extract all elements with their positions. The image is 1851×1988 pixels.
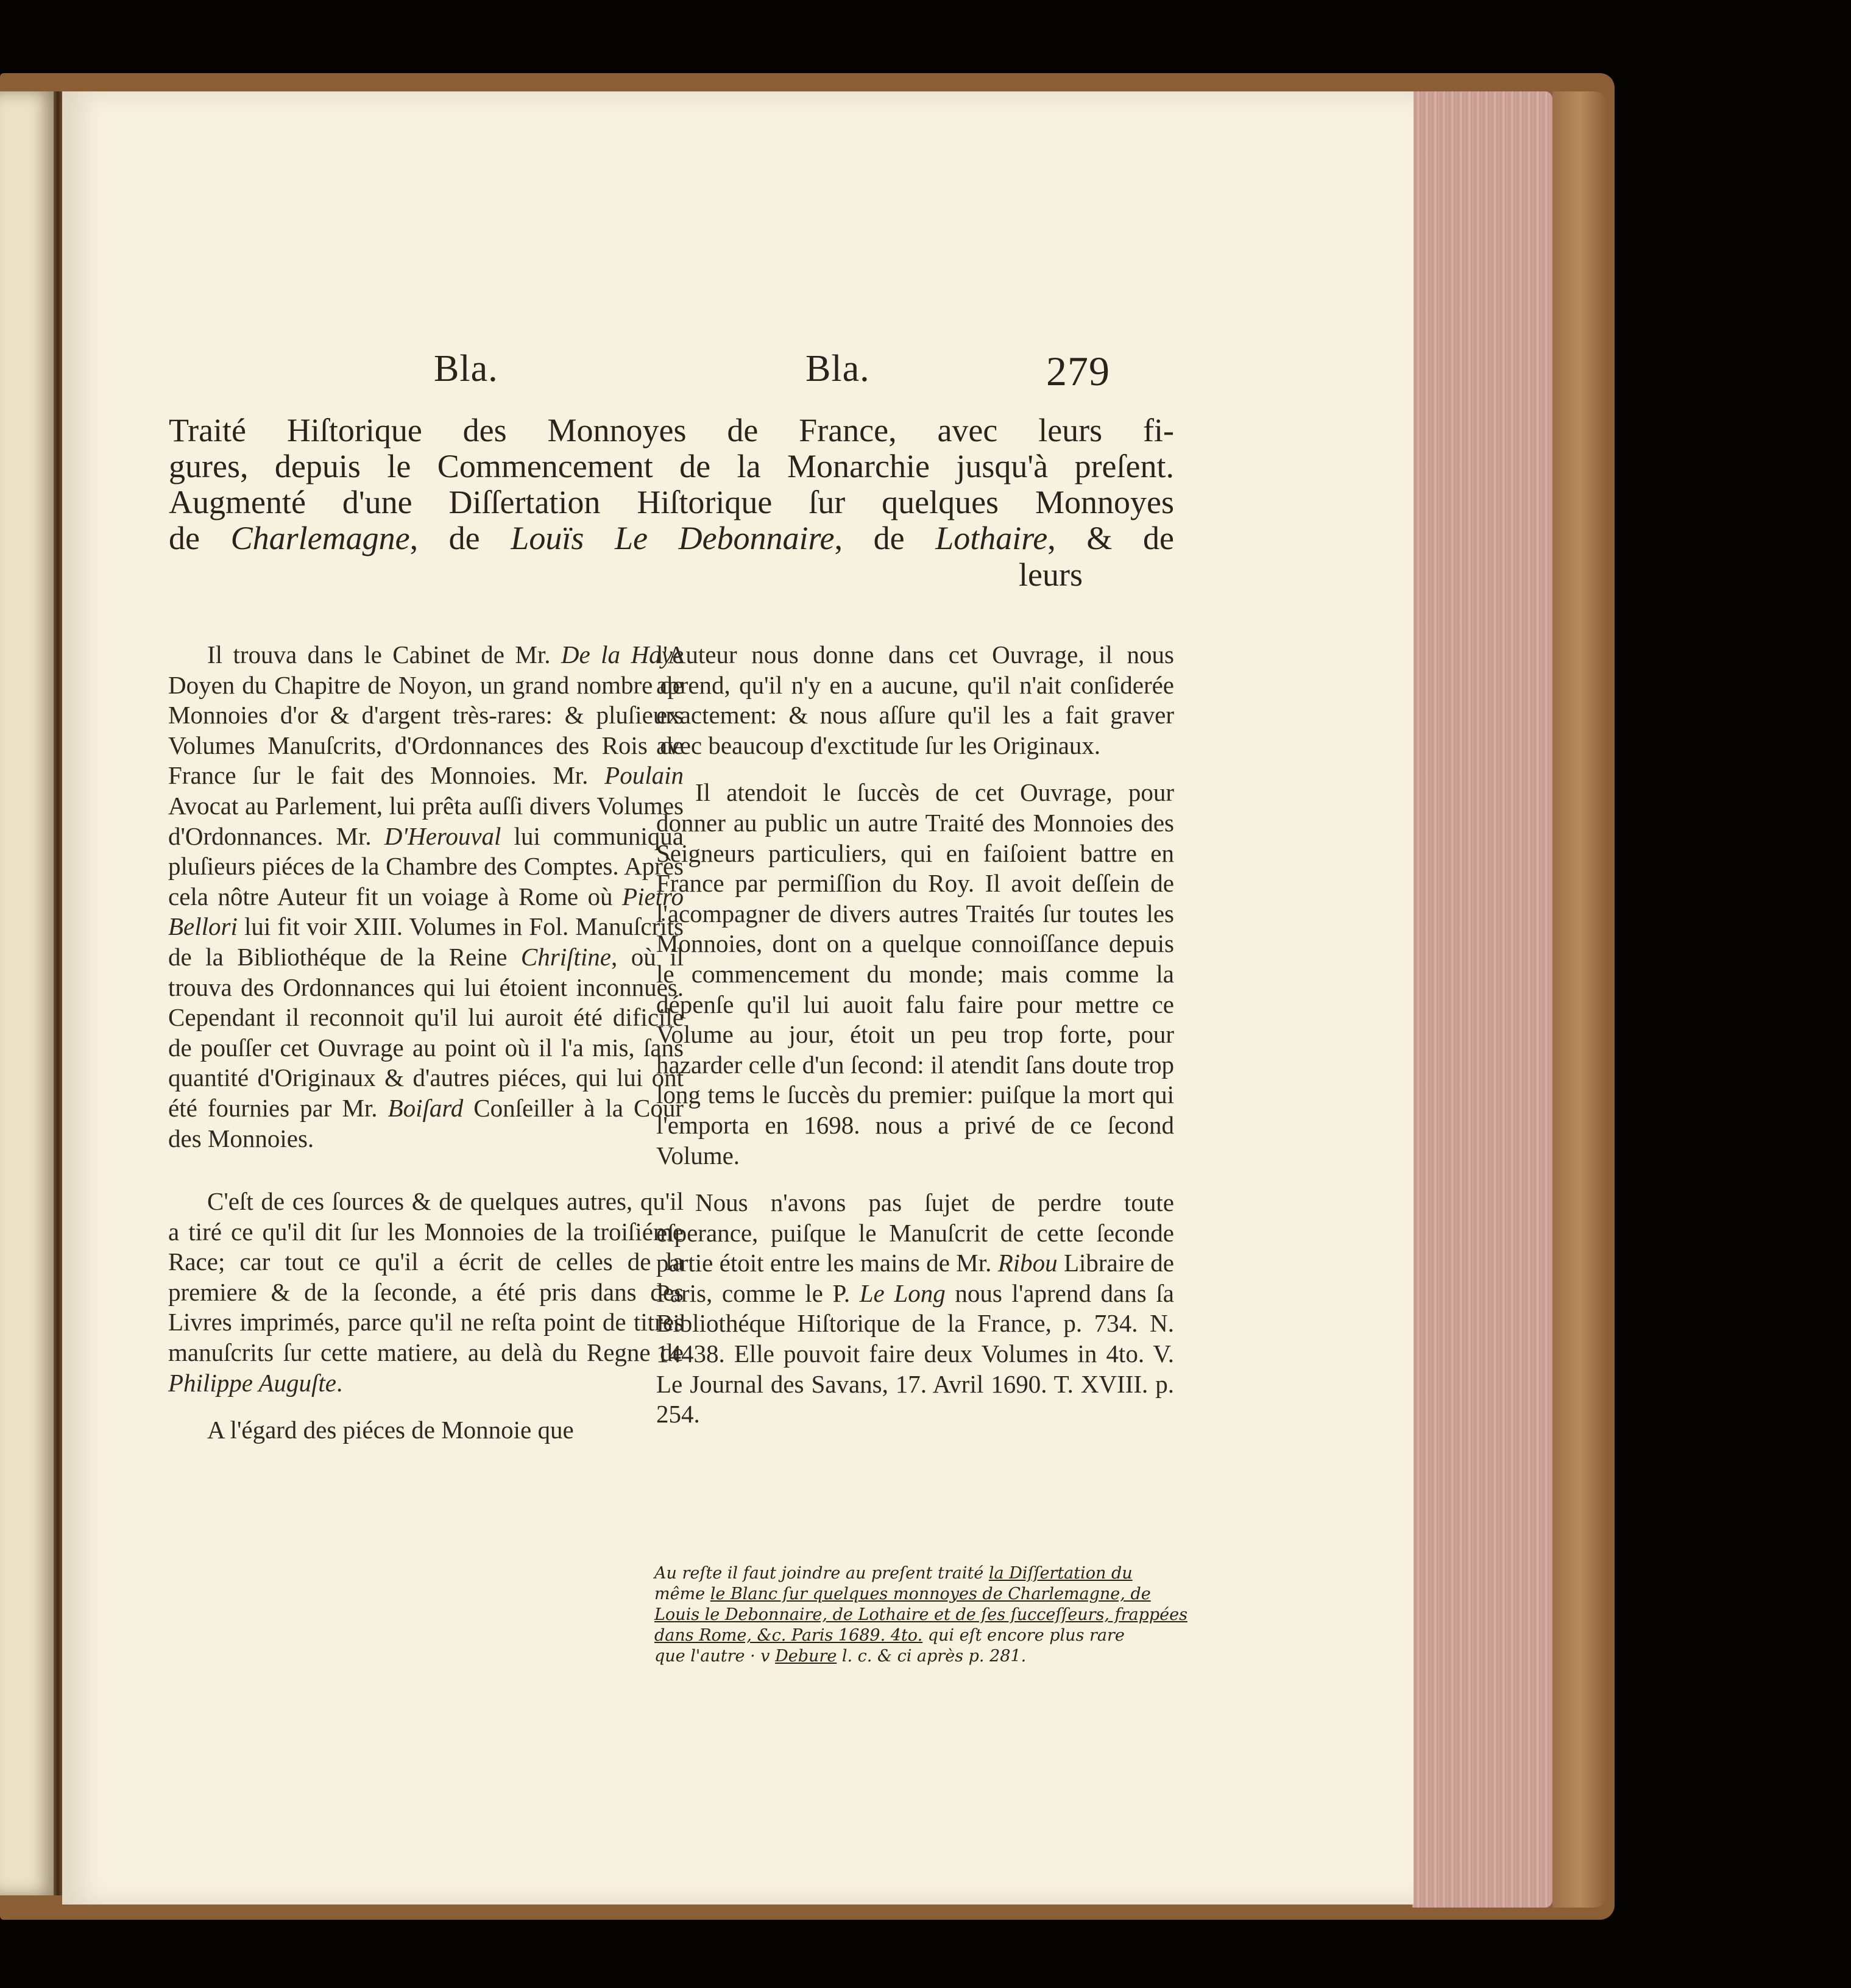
title-text: , de xyxy=(409,520,511,556)
running-head xyxy=(62,347,1414,402)
text: Doyen du Chapitre de Noyon, un grand nombre de Monnoies d'or & d'argent très-rares: & pluſieurs Volumes Manuſcrits, d'Ordonnances des Rois de France ſur le fait des Monnoies. Mr. xyxy=(168,670,684,790)
book-gutter xyxy=(54,91,62,1895)
text: Avocat au Parlement, lui prêta auſſi divers Volumes d'Ordonnances. Mr. xyxy=(168,791,684,850)
title-text: , de xyxy=(834,520,936,556)
text: lui communiqua pluſieurs piéces de la Chambre des Comptes. Après cela nôtre Auteur fit un voiage à Rome où xyxy=(168,822,684,911)
entry-title xyxy=(169,413,1174,556)
name: De la Haye xyxy=(561,641,684,669)
running-head-left: Bla. xyxy=(434,348,498,389)
note-line-4 xyxy=(654,1625,1191,1646)
name: Le Long xyxy=(859,1279,946,1307)
title-line-3: Augmenté d'une Diſſertation Hiſtorique ſur quelques Monnoyes xyxy=(169,484,1174,520)
text: la Diſſertation du xyxy=(988,1564,1133,1583)
title-text: , & de xyxy=(1047,520,1174,556)
note-line-2 xyxy=(654,1584,1191,1605)
text: qui eſt encore plus rare xyxy=(922,1626,1125,1645)
text: Il trouva dans le Cabinet de Mr. xyxy=(207,641,561,669)
text: l. c. & ci après p. 281. xyxy=(837,1647,1027,1666)
text: Libraire de Paris, comme le P. xyxy=(656,1249,1174,1307)
name: Ribou xyxy=(997,1249,1058,1277)
text: le Blanc ſur quelques monnoyes de Charlemagne, de xyxy=(710,1585,1151,1603)
text: Au reſte il faut joindre au preſent traité xyxy=(654,1564,989,1583)
page-number: 279 xyxy=(1046,348,1110,394)
note-line-1 xyxy=(654,1563,1191,1584)
name: D'Herouval xyxy=(384,822,501,850)
name: Poulain xyxy=(604,761,684,790)
text: C'eſt de ces ſources & de quelques autres, qu'il a tiré ce qu'il dit ſur les Monnoies de la troiſiéme Race; car tout ce qu'il a écrit de celles de la premiere & de la ſeconde, a été pris dans des Livres imprimés, parce qu'il ne reſta point de titres manuſcrits ſur cette matiere, au delà du Regne de xyxy=(168,1187,684,1367)
name: Pietro Bellori xyxy=(168,882,684,941)
title-line-5: leurs xyxy=(1019,556,1083,593)
title-line-1: Traité Hiſtorique des Monnoyes de France, avec leurs fi- xyxy=(169,412,1174,449)
text: même xyxy=(654,1585,710,1603)
note-line-5 xyxy=(654,1646,1191,1667)
title-line-4 xyxy=(169,520,1174,556)
paragraph xyxy=(168,1187,684,1398)
paragraph: Il atendoit le ſuccès de cet Ouvrage, pour donner au public un autre Traité des Monnoies des Seigneurs particuliers, qui en faiſoient battre en France par permiſſion du Roy. Il avoit deſſein de l'acompagner de divers autres Traités ſur toutes les Monnoies, dont on a quelque connoiſſance depuis le commencement du monde; mais comme la dépenſe qu'il lui auoit falu faire pour mettre ce Volume au jour, étoit un peu trop forte, pour hazarder celle d'un ſecond: il atendit ſans doute trop long tems le ſuccès du premier: puiſque la mort qui l'emporta en 1698. nous a privé de ce ſecond Volume. xyxy=(656,778,1174,1170)
left-column xyxy=(168,640,684,1446)
running-head-center: Bla. xyxy=(805,348,870,389)
note-line-3 xyxy=(654,1605,1191,1625)
paragraph: A l'égard des piéces de Monnoie que xyxy=(207,1416,574,1444)
text: Nous n'avons pas ſujet de perdre toute eſperance, puiſque le Manuſcrit de cette ſeconde partie étoit entre les mains de Mr. xyxy=(656,1188,1174,1277)
text: , où il trouva des Ordonnances qui lui étoient inconnues. Cependant il reconnoit qu'il lui auroit été dificile de pouſſer cet Ouvrage au point où il l'a mis, ſans quantité d'Originaux & d'autres piéces, qui lui ont été fournies par Mr. xyxy=(168,942,684,1122)
paragraph xyxy=(656,1188,1174,1430)
title-line-2: gures, depuis le Commencement de la Monarchie jusqu'à preſent. xyxy=(169,448,1174,485)
page-fore-edge xyxy=(1412,91,1552,1908)
title-text: de xyxy=(169,520,231,556)
name: Chriſtine xyxy=(520,942,611,971)
left-page-edge xyxy=(0,91,56,1895)
text: lui fit voir XIII. Volumes in Fol. Manuſcrits de la Bibliothéque de la Reine xyxy=(168,912,684,971)
text: . xyxy=(336,1368,343,1397)
text: Louis le Debonnaire, de Lothaire et de ſes ſucceſſeurs, frappées xyxy=(654,1605,1187,1624)
text: Debure xyxy=(775,1647,837,1666)
text: dans Rome, &c. Paris 1689. 4to. xyxy=(654,1626,923,1645)
text: Conſeiller à la Cour des Monnoies. xyxy=(168,1093,684,1152)
cover-edge xyxy=(1552,91,1607,1908)
paragraph xyxy=(168,640,684,1154)
paragraph: l'Auteur nous donne dans cet Ouvrage, il nous aprend, qu'il n'y en a aucune, qu'il n'ait conſiderée exactement: & nous aſſure qu'il les a fait graver avec beaucoup d'exctitude ſur les Originaux. xyxy=(656,641,1174,759)
text: nous l'aprend dans ſa Bibliothéque Hiſtorique de la France, p. 734. N. 14438. Elle pouvoit faire deux Volumes in 4to. V. Le Journal des Savans, 17. Avril 1690. T. XVIII. p. 254. xyxy=(656,1279,1174,1429)
title-name-louis: Louïs Le Debonnaire xyxy=(511,520,835,556)
name: Boiſard xyxy=(388,1093,464,1122)
right-column xyxy=(656,640,1174,1430)
title-name-charlemagne: Charlemagne xyxy=(230,520,410,556)
text: que l'autre · v xyxy=(654,1647,776,1666)
name: Philippe Auguſte xyxy=(168,1368,336,1397)
book-page xyxy=(62,91,1414,1905)
handwritten-annotation xyxy=(654,1563,1191,1667)
title-name-lothaire: Lothaire xyxy=(935,520,1048,556)
